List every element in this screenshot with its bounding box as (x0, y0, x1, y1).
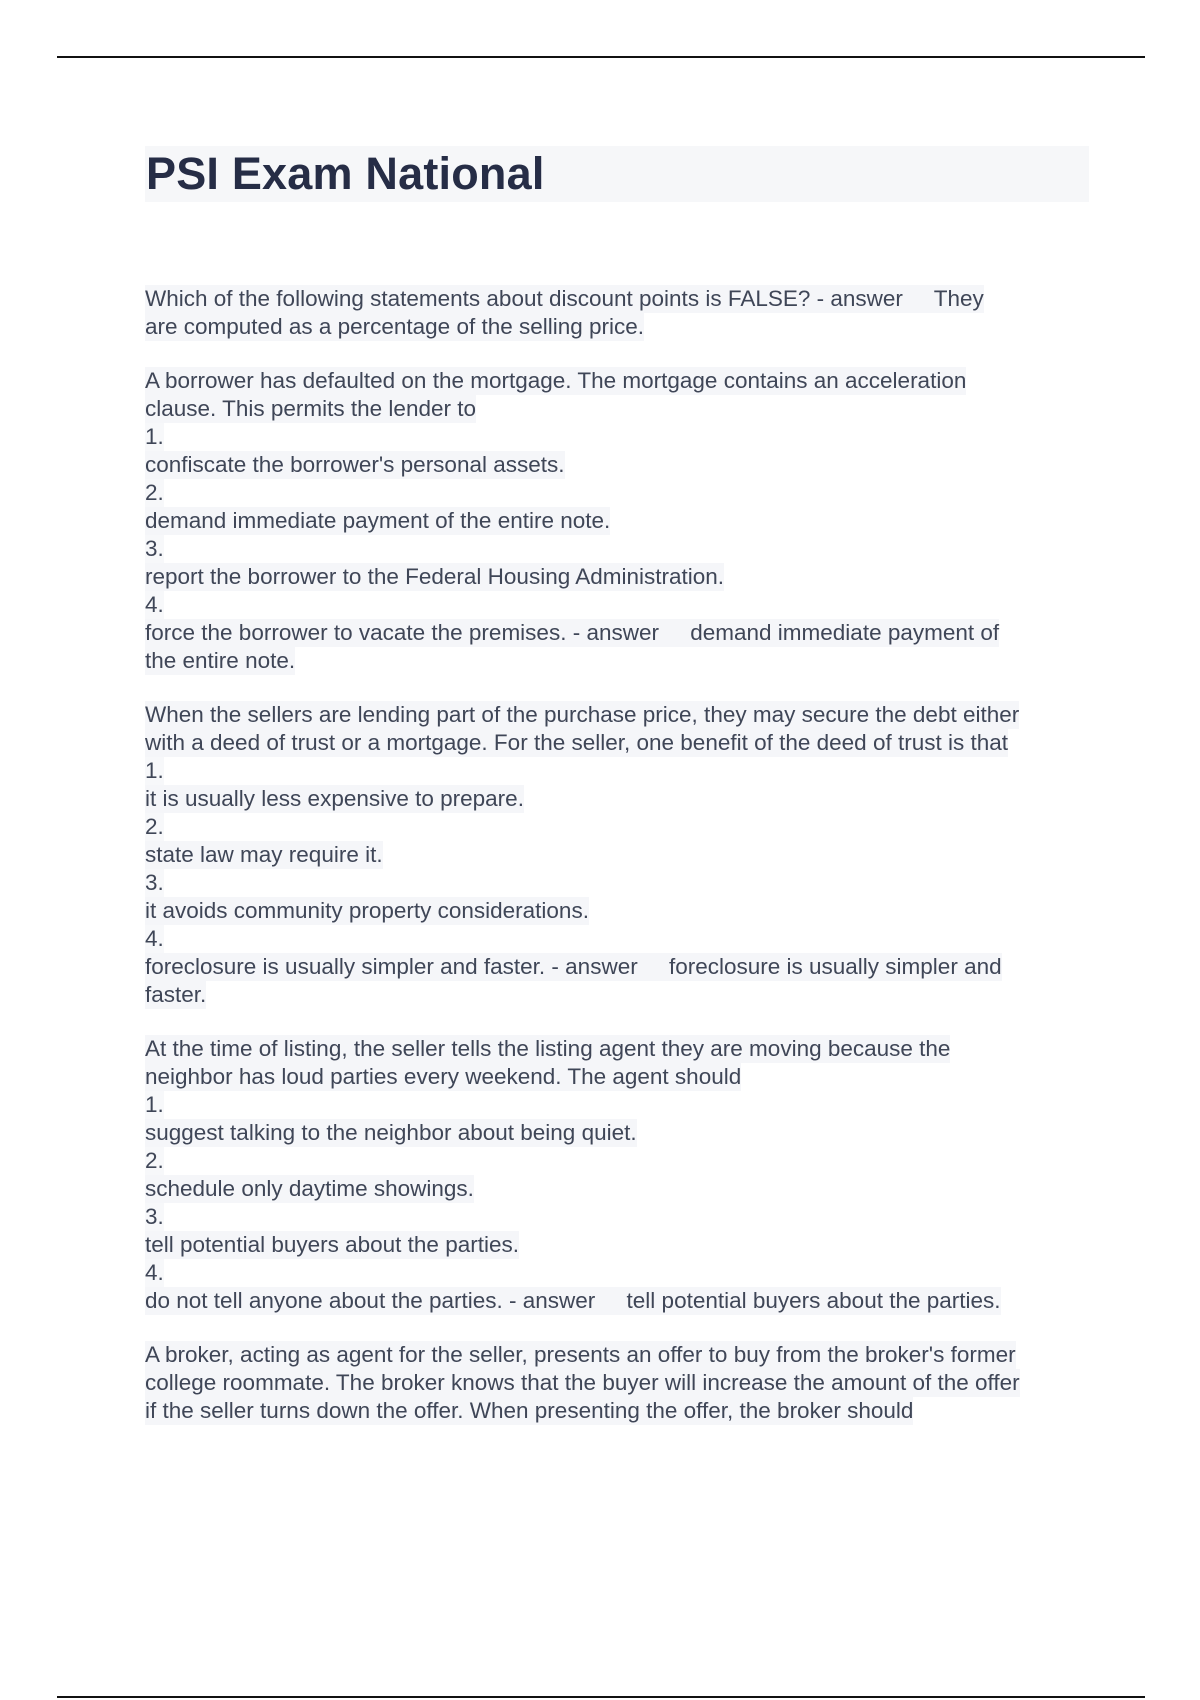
page-title: PSI Exam National (146, 148, 545, 199)
question-block (145, 1341, 1095, 1425)
option-text: it is usually less expensive to prepare. (145, 786, 524, 811)
option-text: force the borrower to vacate the premises. - answer demand immediate payment of (145, 620, 1000, 645)
question-block (145, 285, 1095, 341)
option-text: state law may require it. (145, 842, 383, 867)
top-rule (57, 56, 1145, 58)
question-block (145, 1035, 1095, 1315)
option-number: 3. (145, 536, 164, 561)
text-line: with a deed of trust or a mortgage. For the seller, one benefit of the deed of trust is that (145, 730, 1008, 755)
text-line: the entire note. (145, 648, 296, 673)
text-line: A broker, acting as agent for the seller, presents an offer to buy from the broker's former (145, 1342, 1016, 1367)
option-text: foreclosure is usually simpler and faster. - answer foreclosure is usually simpler and (145, 954, 1002, 979)
text-line: At the time of listing, the seller tells the listing agent they are moving because the (145, 1036, 951, 1061)
option-text: suggest talking to the neighbor about being quiet. (145, 1120, 637, 1145)
text-line: neighbor has loud parties every weekend. The agent should (145, 1064, 742, 1089)
option-text: tell potential buyers about the parties. (145, 1232, 519, 1257)
option-number: 4. (145, 1260, 164, 1285)
text-line: Which of the following statements about discount points is FALSE? - answer They (145, 286, 984, 311)
text-line: are computed as a percentage of the selling price. (145, 314, 645, 339)
option-number: 4. (145, 926, 164, 951)
text-line: A borrower has defaulted on the mortgage. The mortgage contains an acceleration (145, 368, 967, 393)
question-block (145, 701, 1095, 1009)
text-line: When the sellers are lending part of the purchase price, they may secure the debt either (145, 702, 1020, 727)
option-text: do not tell anyone about the parties. - answer tell potential buyers about the parties. (145, 1288, 1001, 1313)
option-text: confiscate the borrower's personal assets. (145, 452, 565, 477)
option-number: 1. (145, 424, 164, 449)
option-text: demand immediate payment of the entire note. (145, 508, 611, 533)
text-line: college roommate. The broker knows that the buyer will increase the amount of the offer (145, 1370, 1020, 1395)
option-number: 2. (145, 480, 164, 505)
option-number: 1. (145, 1092, 164, 1117)
text-line: clause. This permits the lender to (145, 396, 476, 421)
document-body (145, 285, 1095, 1451)
question-block (145, 367, 1095, 675)
option-text: it avoids community property considerations. (145, 898, 589, 923)
text-line: faster. (145, 982, 207, 1007)
option-number: 4. (145, 592, 164, 617)
option-text: schedule only daytime showings. (145, 1176, 474, 1201)
option-number: 3. (145, 1204, 164, 1229)
option-number: 1. (145, 758, 164, 783)
option-number: 3. (145, 870, 164, 895)
option-text: report the borrower to the Federal Housing Administration. (145, 564, 725, 589)
option-number: 2. (145, 814, 164, 839)
bottom-rule (57, 1696, 1145, 1698)
option-number: 2. (145, 1148, 164, 1173)
text-line: if the seller turns down the offer. When presenting the offer, the broker should (145, 1398, 914, 1423)
